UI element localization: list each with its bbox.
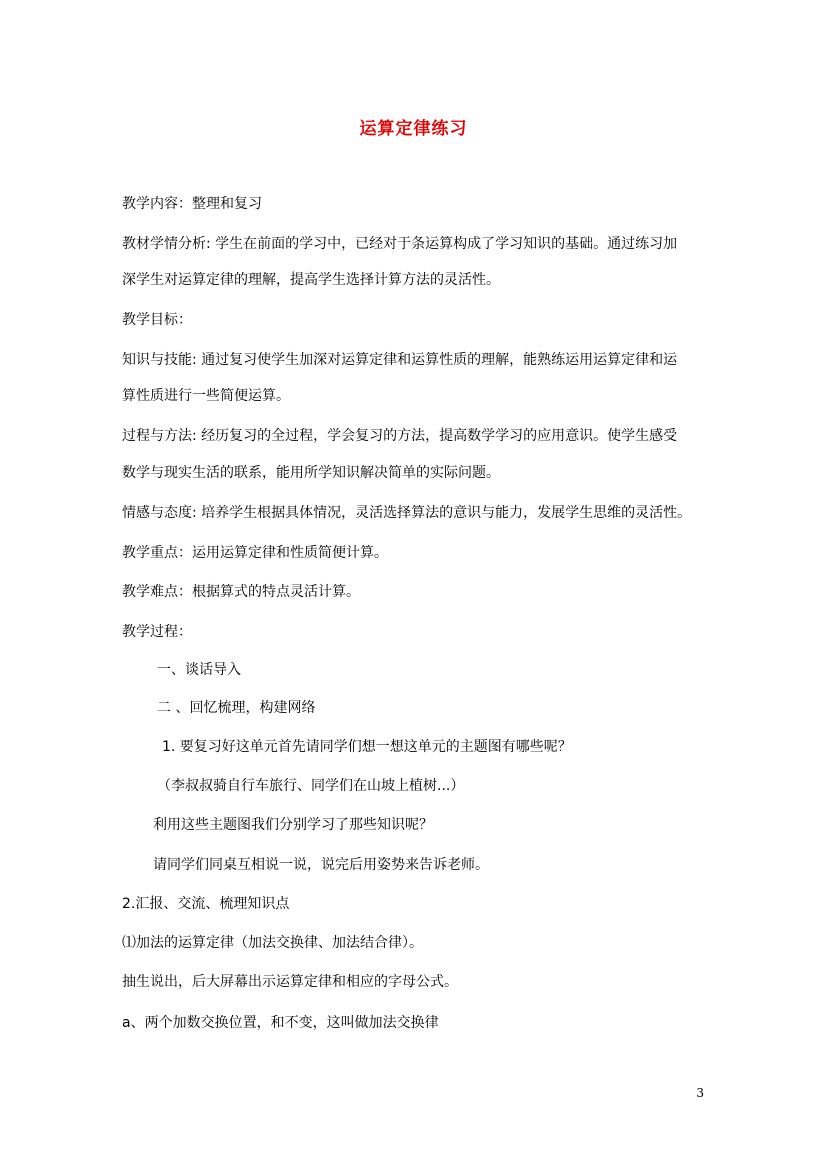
objectives-heading: 教学目标：	[122, 312, 192, 328]
section-one-heading: 一、谈话导入	[157, 662, 241, 678]
knowledge-skills-line-1: 知识与技能: 通过复习使学生加深对运算定律和运算性质的理解，能熟练运用运算定律和运	[122, 352, 678, 368]
teaching-content-line: 教学内容：整理和复习	[122, 196, 262, 212]
analysis-line-1: 教材学情分析: 学生在前面的学习中，已经对于条运算构成了学习知识的基础。通过练习加	[122, 236, 678, 252]
addition-laws-line: ⑴加法的运算定律（加法交换律、加法结合律）。	[122, 935, 423, 951]
numbered-item-2: 2.汇报、交流、梳理知识点	[122, 896, 290, 912]
commutative-law-line: a、两个加数交换位置，和不变，这叫做加法交换律	[122, 1015, 439, 1031]
process-methods-line-2: 数学与现实生活的联系，能用所学知识解决简单的实际问题。	[122, 465, 500, 481]
emotion-attitude-line: 情感与态度: 培养学生根据具体情况，灵活选择算法的意识与能力，发展学生思维的灵活性。	[122, 505, 692, 521]
theme-examples-line: （李叔叔骑自行车旅行、同学们在山坡上植树...）	[157, 778, 465, 794]
discussion-instruction-line: 请同学们同桌互相说一说，说完后用姿势来告诉老师。	[153, 857, 489, 873]
knowledge-question-line: 利用这些主题图我们分别学习了那些知识呢？	[153, 817, 433, 833]
analysis-line-2: 深学生对运算定律的理解，提高学生选择计算方法的灵活性。	[122, 272, 500, 288]
page-number: 3	[696, 1086, 704, 1100]
formula-display-line: 抽生说出，后大屏幕出示运算定律和相应的字母公式。	[122, 974, 458, 990]
difficult-points-line: 教学难点：根据算式的特点灵活计算。	[122, 584, 360, 600]
numbered-item-1: 1. 要复习好这单元首先请同学们想一想这单元的主题图有哪些呢？	[162, 739, 572, 755]
key-points-line: 教学重点：运用运算定律和性质简便计算。	[122, 545, 388, 561]
knowledge-skills-line-2: 算性质进行一些简便运算。	[122, 388, 290, 404]
section-two-heading: 二 、回忆梳理，构建网络	[157, 700, 316, 716]
process-methods-line-1: 过程与方法: 经历复习的全过程，学会复习的方法，提高数学学习的应用意识。使学生感受	[122, 428, 678, 444]
teaching-process-heading: 教学过程：	[122, 624, 192, 640]
document-title: 运算定律练习	[359, 119, 468, 139]
